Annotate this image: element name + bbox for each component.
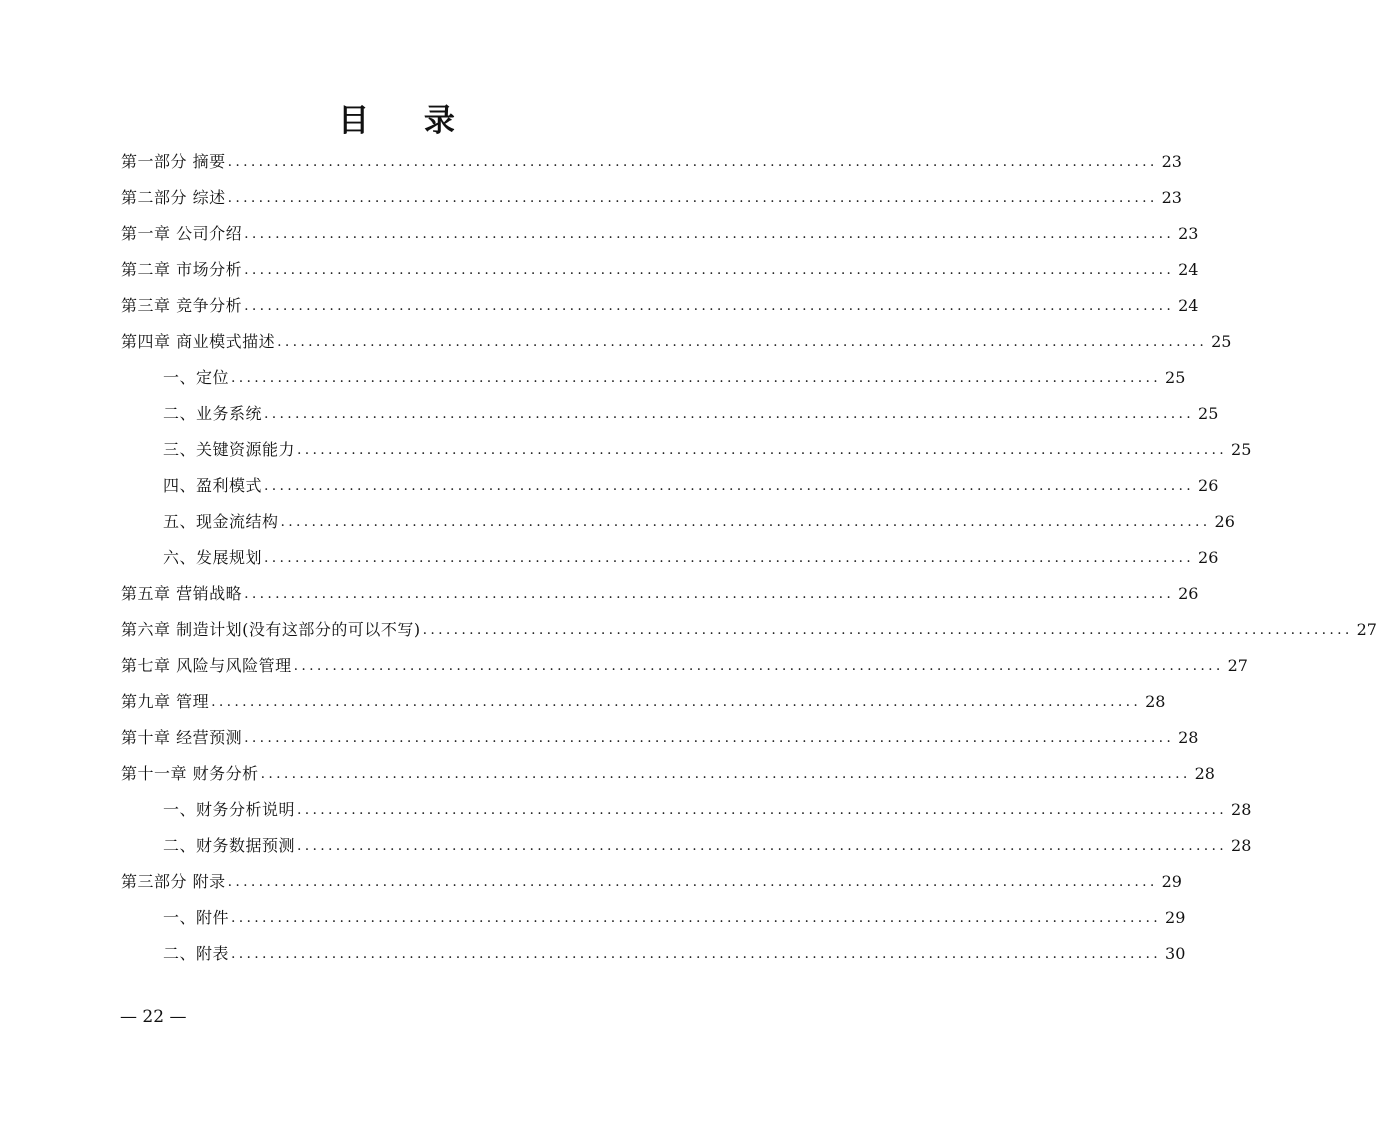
toc-entry-label: 第二部分 综述 bbox=[121, 188, 226, 207]
toc-leader-dots: ........................................................................................................................ bbox=[297, 802, 1228, 818]
page-title: 目 录 bbox=[338, 103, 477, 139]
toc-leader-dots: ........................................................................................................................ bbox=[422, 622, 1353, 638]
toc-entry[interactable] bbox=[121, 682, 1166, 712]
toc-entry[interactable] bbox=[121, 214, 1199, 244]
toc-entry-label: 第九章 管理 bbox=[121, 692, 210, 711]
toc-entry[interactable] bbox=[121, 250, 1199, 280]
toc-entry-label: 第二章 市场分析 bbox=[121, 260, 243, 279]
toc-leader-dots: ........................................................................................................................ bbox=[297, 442, 1228, 458]
toc-leader-dots: ........................................................................................................................ bbox=[231, 946, 1162, 962]
toc-entry-page: 25 bbox=[1198, 404, 1219, 423]
toc-leader-dots: ........................................................................................................................ bbox=[293, 658, 1224, 674]
toc-leader-dots: ........................................................................................................................ bbox=[227, 154, 1158, 170]
toc-entry-label: 五、现金流结构 bbox=[163, 512, 279, 531]
toc-leader-dots: ........................................................................................................................ bbox=[277, 334, 1208, 350]
toc-entry-label: 二、附表 bbox=[163, 944, 230, 963]
toc-entry-label: 第三章 竞争分析 bbox=[121, 296, 243, 315]
toc-entry-page: 24 bbox=[1178, 296, 1199, 315]
toc-entry-label: 一、定位 bbox=[163, 368, 230, 387]
toc-entry[interactable] bbox=[163, 898, 1186, 928]
toc-entry-label: 第五章 营销战略 bbox=[121, 584, 243, 603]
toc-entry-label: 第十章 经营预测 bbox=[121, 728, 243, 747]
toc-entry-label: 六、发展规划 bbox=[163, 548, 263, 567]
toc-entry[interactable] bbox=[163, 934, 1186, 964]
toc-leader-dots: ........................................................................................................................ bbox=[244, 298, 1175, 314]
toc-entry-label: 第三部分 附录 bbox=[121, 872, 226, 891]
toc-leader-dots: ........................................................................................................................ bbox=[231, 910, 1162, 926]
toc-entry-page: 27 bbox=[1356, 620, 1377, 639]
toc-entry[interactable] bbox=[163, 538, 1219, 568]
toc-entry-page: 26 bbox=[1178, 584, 1199, 603]
toc-entry[interactable] bbox=[121, 862, 1182, 892]
toc-entry-page: 23 bbox=[1161, 152, 1182, 171]
toc-leader-dots: ........................................................................................................................ bbox=[211, 694, 1142, 710]
toc-entry-page: 28 bbox=[1194, 764, 1215, 783]
toc-leader-dots: ........................................................................................................................ bbox=[244, 586, 1175, 602]
toc-entry-label: 第一部分 摘要 bbox=[121, 152, 226, 171]
toc-entry-page: 29 bbox=[1161, 872, 1182, 891]
toc-entry-label: 一、附件 bbox=[163, 908, 230, 927]
toc-entry[interactable] bbox=[121, 322, 1232, 352]
toc-leader-dots: ........................................................................................................................ bbox=[227, 190, 1158, 206]
toc-entry[interactable] bbox=[121, 286, 1199, 316]
toc-entry-page: 30 bbox=[1165, 944, 1186, 963]
toc-entry[interactable] bbox=[121, 574, 1199, 604]
toc-entry-page: 28 bbox=[1145, 692, 1166, 711]
toc-entry-page: 23 bbox=[1178, 224, 1199, 243]
toc-leader-dots: ........................................................................................................................ bbox=[260, 766, 1191, 782]
toc-entry-page: 26 bbox=[1214, 512, 1235, 531]
toc-entry-label: 第六章 制造计划(没有这部分的可以不写) bbox=[121, 620, 421, 639]
toc-leader-dots: ........................................................................................................................ bbox=[280, 514, 1211, 530]
toc-entry-page: 24 bbox=[1178, 260, 1199, 279]
toc-entry-label: 四、盈利模式 bbox=[163, 476, 263, 495]
toc-entry-page: 25 bbox=[1231, 440, 1252, 459]
toc-entry-label: 第一章 公司介绍 bbox=[121, 224, 243, 243]
toc-entry-page: 28 bbox=[1231, 836, 1252, 855]
toc-leader-dots: ........................................................................................................................ bbox=[264, 478, 1195, 494]
toc-entry[interactable] bbox=[163, 394, 1219, 424]
toc-leader-dots: ........................................................................................................................ bbox=[264, 550, 1195, 566]
toc-leader-dots: ........................................................................................................................ bbox=[244, 730, 1175, 746]
toc-entry-page: 23 bbox=[1161, 188, 1182, 207]
toc-entry-label: 三、关键资源能力 bbox=[163, 440, 296, 459]
toc-entry-label: 第四章 商业模式描述 bbox=[121, 332, 276, 351]
toc-entry[interactable] bbox=[163, 430, 1252, 460]
toc-entry-page: 27 bbox=[1227, 656, 1248, 675]
toc-entry-label: 第十一章 财务分析 bbox=[121, 764, 259, 783]
toc-entry[interactable] bbox=[163, 466, 1219, 496]
toc-entry-page: 26 bbox=[1198, 548, 1219, 567]
toc-entry[interactable] bbox=[163, 826, 1252, 856]
toc-entry[interactable] bbox=[163, 358, 1186, 388]
toc-entry-page: 25 bbox=[1165, 368, 1186, 387]
toc-entry-page: 25 bbox=[1211, 332, 1232, 351]
toc-entry[interactable] bbox=[121, 610, 1377, 640]
toc-leader-dots: ........................................................................................................................ bbox=[264, 406, 1195, 422]
toc-entry-page: 26 bbox=[1198, 476, 1219, 495]
toc-entry-page: 28 bbox=[1178, 728, 1199, 747]
toc-entry-label: 二、财务数据预测 bbox=[163, 836, 296, 855]
toc-entry[interactable] bbox=[121, 178, 1182, 208]
toc-entry-page: 28 bbox=[1231, 800, 1252, 819]
toc-leader-dots: ........................................................................................................................ bbox=[244, 226, 1175, 242]
toc-entry[interactable] bbox=[121, 142, 1182, 172]
toc-leader-dots: ........................................................................................................................ bbox=[297, 838, 1228, 854]
toc-entry-label: 第七章 风险与风险管理 bbox=[121, 656, 292, 675]
toc-leader-dots: ........................................................................................................................ bbox=[227, 874, 1158, 890]
toc-entry-page: 29 bbox=[1165, 908, 1186, 927]
toc-entry[interactable] bbox=[121, 646, 1248, 676]
toc-leader-dots: ........................................................................................................................ bbox=[244, 262, 1175, 278]
page-number: — 22 — bbox=[120, 1007, 187, 1027]
toc-leader-dots: ........................................................................................................................ bbox=[231, 370, 1162, 386]
toc-entry-label: 一、财务分析说明 bbox=[163, 800, 296, 819]
toc-entry[interactable] bbox=[163, 502, 1235, 532]
toc-entry[interactable] bbox=[163, 790, 1252, 820]
toc-entry[interactable] bbox=[121, 718, 1199, 748]
toc-entry[interactable] bbox=[121, 754, 1215, 784]
toc-entry-label: 二、业务系统 bbox=[163, 404, 263, 423]
